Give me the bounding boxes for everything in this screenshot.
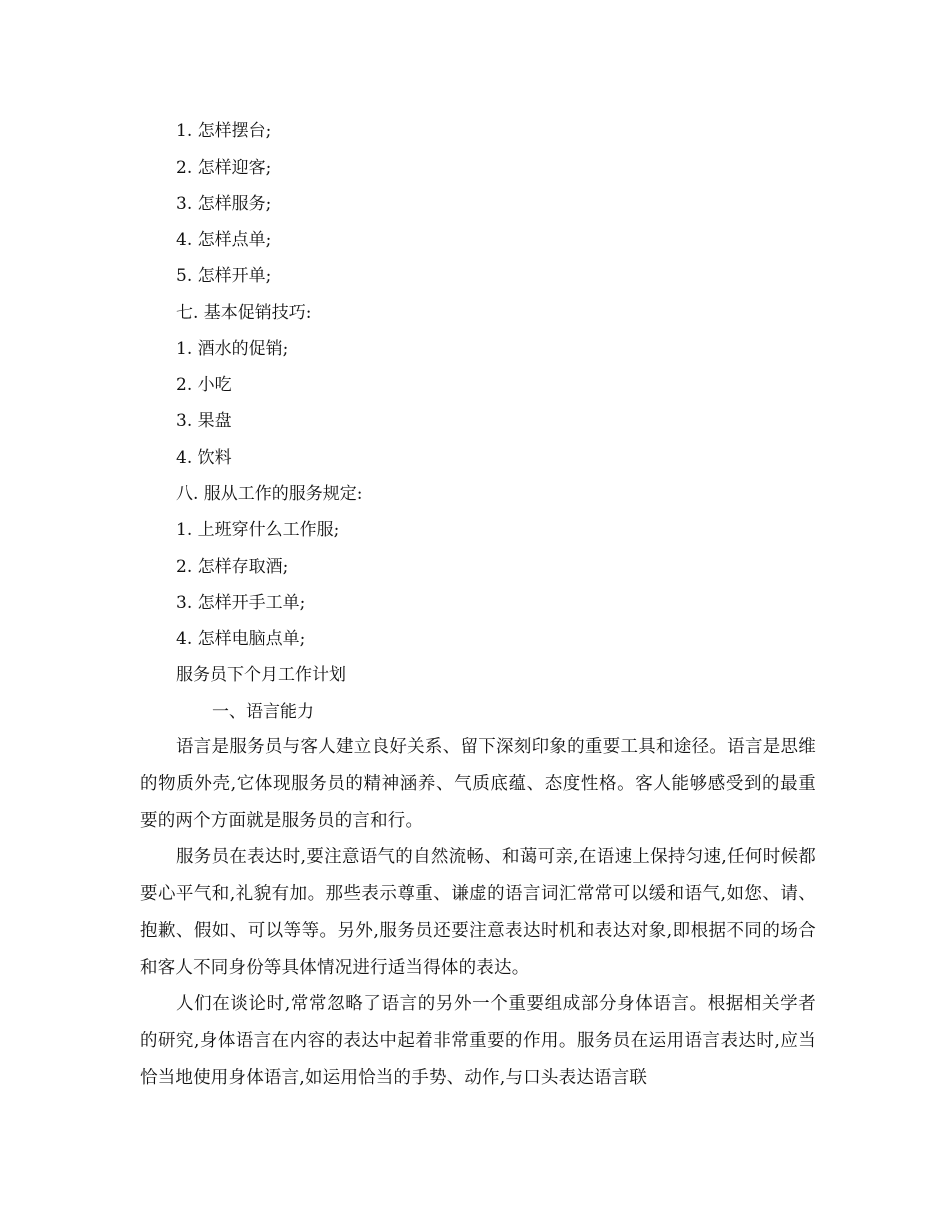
- list-item: 2. 怎样迎客;: [176, 158, 272, 178]
- section-heading-eight: 八. 服从工作的服务规定:: [176, 484, 363, 504]
- list-item: 3. 怎样服务;: [176, 194, 272, 214]
- list-item: 1. 酒水的促销;: [176, 339, 289, 359]
- list-item: 4. 饮料: [176, 448, 232, 468]
- document-title: 服务员下个月工作计划: [176, 665, 346, 685]
- list-item: 4. 怎样点单;: [176, 230, 272, 250]
- list-item: 2. 小吃: [176, 375, 232, 395]
- paragraph: 语言是服务员与客人建立良好关系、留下深刻印象的重要工具和途径。语言是思维的物质外壳,它体现服务员的精神涵养、气质底蕴、态度性格。客人能够感受到的最重要的两个方面就是服务员的言和行。: [140, 737, 816, 831]
- list-item: 1. 怎样摆台;: [176, 121, 272, 141]
- list-item: 5. 怎样开单;: [176, 266, 272, 286]
- paragraph: 人们在谈论时,常常忽略了语言的另外一个重要组成部分身体语言。根据相关学者的研究,身体语言在内容的表达中起着非常重要的作用。服务员在运用语言表达时,应当恰当地使用身体语言,如运用恰当的手势、动作,与口头表达语言联: [140, 994, 816, 1088]
- list-item: 4. 怎样电脑点单;: [176, 629, 306, 649]
- paragraph: 服务员在表达时,要注意语气的自然流畅、和蔼可亲,在语速上保持匀速,任何时候都要心平气和,礼貌有加。那些表示尊重、谦虚的语言词汇常常可以缓和语气,如您、请、抱歉、假如、可以等等。另外,服务员还要注意表达时机和表达对象,即根据不同的场合和客人不同身份等具体情况进行适当得体的表达。: [140, 847, 816, 978]
- section-heading-seven: 七. 基本促销技巧:: [176, 303, 312, 323]
- list-item: 3. 怎样开手工单;: [176, 593, 306, 613]
- section-heading: 一、语言能力: [212, 702, 314, 722]
- list-item: 2. 怎样存取酒;: [176, 557, 289, 577]
- list-item: 1. 上班穿什么工作服;: [176, 520, 340, 540]
- list-item: 3. 果盘: [176, 411, 232, 431]
